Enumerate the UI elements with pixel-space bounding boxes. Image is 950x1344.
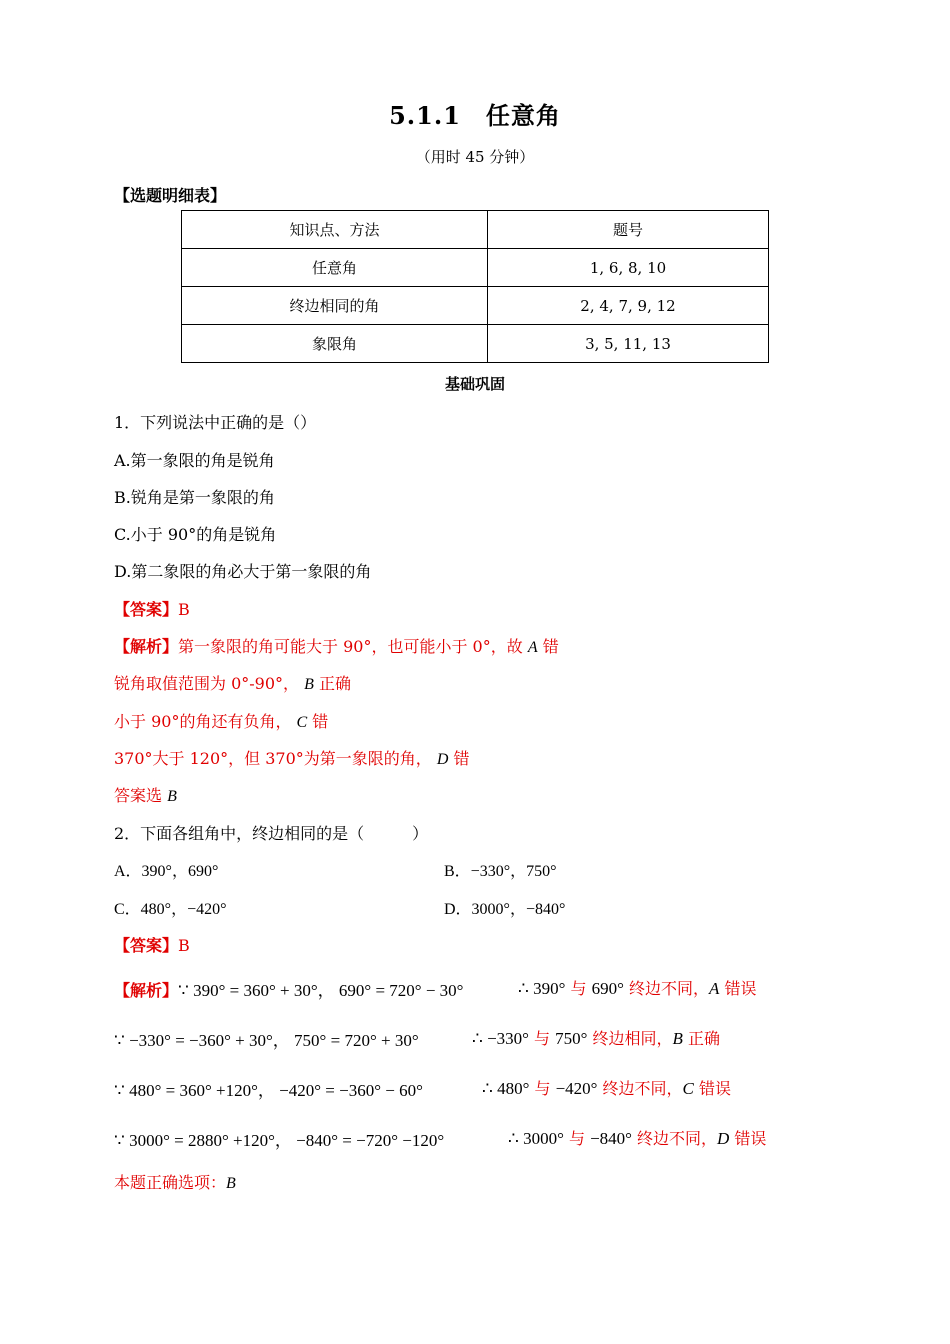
analysis-text: 锐角取值范围为 0°-90°， xyxy=(114,674,305,693)
q1-analysis-line-5 xyxy=(114,783,177,806)
table-row xyxy=(182,325,769,363)
final-text: 本题正确选项： xyxy=(114,1173,227,1192)
time-note: （用时 45 分钟） xyxy=(415,148,535,166)
conclusion-angle: ∴ 480° xyxy=(482,1079,530,1098)
table-cell: 象限角 xyxy=(182,325,488,363)
q2-step-2 xyxy=(114,1026,419,1051)
q1-analysis-line-4 xyxy=(114,746,470,769)
q1-analysis-line-3 xyxy=(114,709,328,732)
q2-step-1-conclusion xyxy=(518,976,756,999)
q2-step-1 xyxy=(114,976,463,1001)
conclusion-word: 与 xyxy=(565,979,592,998)
option-var: B xyxy=(226,1175,236,1192)
conclusion-word: 与 xyxy=(563,1129,591,1148)
q2-step-2-conclusion xyxy=(472,1026,720,1049)
conclusion-word: 与 xyxy=(529,1079,556,1098)
analysis-text: 370°大于 120°，但 370°为第一象限的角， xyxy=(114,749,437,768)
analysis-text: 第一象限的角可能大于 90°，也可能小于 0°，故 xyxy=(178,637,528,656)
table-cell: 终边相同的角 xyxy=(182,287,488,325)
conclusion-word: 与 xyxy=(528,1029,556,1048)
table-cell: 任意角 xyxy=(182,249,488,287)
answer-value: B xyxy=(178,600,190,619)
q2-option-d: D．3000°，−840° xyxy=(444,901,566,918)
conclusion-tail: 错误 xyxy=(693,1079,731,1098)
answer-tag: 【答案】 xyxy=(114,600,179,619)
option-var: B xyxy=(167,788,177,805)
option-var: C xyxy=(296,714,308,731)
q2-answer xyxy=(114,933,190,956)
q1-analysis-line-2 xyxy=(114,671,351,694)
table-heading: 【选题明细表】 xyxy=(114,186,227,205)
q2-step-3-conclusion xyxy=(482,1076,731,1099)
q2-step-4 xyxy=(114,1126,444,1151)
q1-answer xyxy=(114,597,190,620)
conclusion-angle: −840° xyxy=(590,1129,632,1148)
answer-tag: 【答案】 xyxy=(114,936,179,955)
table-header-cell: 题号 xyxy=(488,211,769,249)
q1-stem: 1．下列说法中正确的是（） xyxy=(114,413,317,432)
conclusion-tail: 错误 xyxy=(719,979,757,998)
option-var: B xyxy=(304,676,314,693)
q1-analysis-line-1 xyxy=(114,634,559,657)
conclusion-tail: 错误 xyxy=(729,1129,767,1148)
conclusion-text: 终边不同， xyxy=(631,1129,718,1148)
q2-final xyxy=(114,1170,236,1193)
analysis-tail: 错 xyxy=(537,637,559,656)
option-var: B xyxy=(672,1029,683,1048)
step-equation: ∵ 390° = 360° + 30°， 690° = 720° − 30° xyxy=(178,981,464,1000)
conclusion-text: 终边不同， xyxy=(623,979,709,998)
conclusion-tail: 正确 xyxy=(682,1029,721,1048)
q2-option-c: C．480°，−420° xyxy=(114,901,227,918)
analysis-tag: 【解析】 xyxy=(114,981,179,1000)
table-header-cell: 知识点、方法 xyxy=(182,211,488,249)
conclusion-text: 终边相同， xyxy=(587,1029,673,1048)
q2-option-a: A．390°，690° xyxy=(114,863,219,880)
table-cell: 1, 6, 8, 10 xyxy=(488,249,769,287)
table-row xyxy=(182,249,769,287)
analysis-tail: 正确 xyxy=(313,674,351,693)
q1-option-d: D.第二象限的角必大于第一象限的角 xyxy=(114,562,372,581)
q2-step-4-conclusion xyxy=(508,1126,766,1149)
option-var: A xyxy=(527,639,538,656)
q1-option-c: C.小于 90°的角是锐角 xyxy=(114,525,277,544)
answer-value: B xyxy=(178,936,190,955)
conclusion-angle: ∴ 3000° xyxy=(508,1129,564,1148)
q2-option-b: B．−330°，750° xyxy=(444,863,557,880)
q1-option-b: B.锐角是第一象限的角 xyxy=(114,488,275,507)
option-var: D xyxy=(717,1129,730,1148)
conclusion-angle: 690° xyxy=(591,979,624,998)
section-title: 基础巩固 xyxy=(444,375,505,393)
table-header-row xyxy=(182,211,769,249)
analysis-tail: 错 xyxy=(448,749,470,768)
step-equation: ∵ 3000° = 2880° +120°， −840° = −720° −120° xyxy=(114,1131,445,1150)
option-var: A xyxy=(708,979,720,998)
analysis-text: 小于 90°的角还有负角， xyxy=(114,712,297,731)
q1-option-a: A.第一象限的角是锐角 xyxy=(114,451,275,470)
conclusion-angle: 750° xyxy=(555,1029,588,1048)
step-equation: ∵ 480° = 360° +120°， −420° = −360° − 60° xyxy=(114,1081,423,1100)
q2-stem: 2．下面各组角中，终边相同的是（ ） xyxy=(114,824,429,843)
table-cell: 2, 4, 7, 9, 12 xyxy=(488,287,769,325)
conclusion-angle: −420° xyxy=(555,1079,598,1098)
page-title: 5.1.1 任意角 xyxy=(389,101,561,130)
option-var: D xyxy=(436,751,449,768)
analysis-text: 答案选 xyxy=(114,786,168,805)
conclusion-angle: ∴ −330° xyxy=(472,1029,529,1048)
conclusion-text: 终边不同， xyxy=(597,1079,683,1098)
option-var: C xyxy=(682,1079,694,1098)
topic-table xyxy=(181,210,769,363)
step-equation: ∵ −330° = −360° + 30°， 750° = 720° + 30° xyxy=(114,1031,419,1050)
table-cell: 3, 5, 11, 13 xyxy=(488,325,769,363)
conclusion-angle: ∴ 390° xyxy=(518,979,566,998)
q2-step-3 xyxy=(114,1076,423,1101)
analysis-tag: 【解析】 xyxy=(114,637,179,656)
table-row xyxy=(182,287,769,325)
analysis-tail: 错 xyxy=(307,712,329,731)
